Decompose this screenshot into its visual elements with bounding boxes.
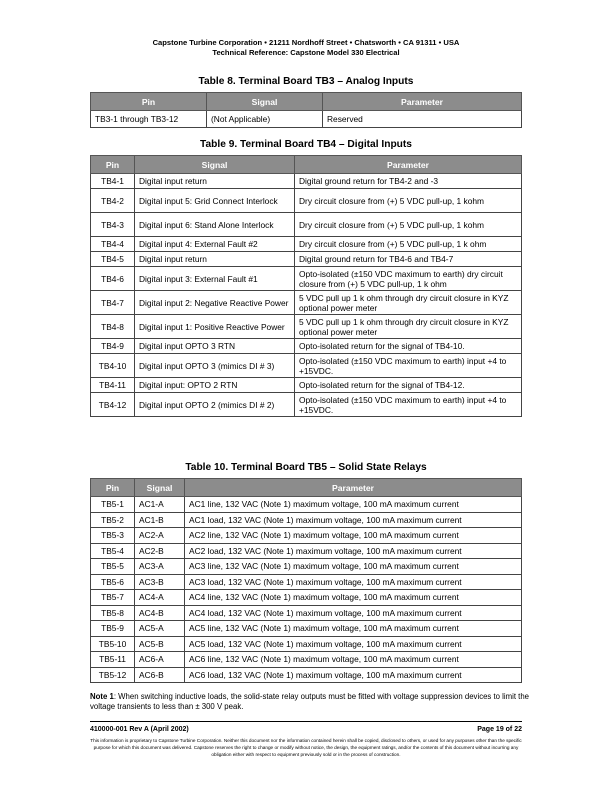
pin-cell: TB5-2	[91, 512, 135, 528]
table-row	[91, 237, 522, 252]
table-row	[91, 543, 522, 559]
parameter-cell: Dry circuit closure from (+) 5 VDC pull-up, 1 kohm	[295, 213, 522, 237]
parameter-cell: 5 VDC pull up 1 k ohm through dry circuit closure in KYZ optional power meter	[295, 315, 522, 339]
signal-cell: AC1-A	[135, 497, 185, 513]
signal-cell: Digital input 3: External Fault #1	[135, 267, 295, 291]
page-number: Page 19 of 22	[477, 726, 522, 733]
table-row	[91, 267, 522, 291]
pin-cell: TB4-7	[91, 291, 135, 315]
signal-cell: (Not Applicable)	[207, 111, 323, 128]
table-row	[91, 652, 522, 668]
parameter-cell: AC5 load, 132 VAC (Note 1) maximum voltage, 100 mA maximum current	[185, 636, 522, 652]
parameter-cell: AC2 load, 132 VAC (Note 1) maximum voltage, 100 mA maximum current	[185, 543, 522, 559]
parameter-cell: Opto-isolated return for the signal of TB4-12.	[295, 378, 522, 393]
signal-cell: Digital input 6: Stand Alone Interlock	[135, 213, 295, 237]
parameter-cell: AC1 line, 132 VAC (Note 1) maximum voltage, 100 mA maximum current	[185, 497, 522, 513]
table-row	[91, 339, 522, 354]
pin-cell: TB4-2	[91, 189, 135, 213]
pin-cell: TB5-11	[91, 652, 135, 668]
pin-cell: TB5-8	[91, 605, 135, 621]
table-row	[91, 497, 522, 513]
signal-cell: Digital input OPTO 3 (mimics DI # 3)	[135, 354, 295, 378]
parameter-cell: Reserved	[323, 111, 522, 128]
table-row	[91, 189, 522, 213]
parameter-cell: Digital ground return for TB4-6 and TB4-7	[295, 252, 522, 267]
table-row	[91, 393, 522, 417]
pin-cell: TB4-1	[91, 174, 135, 189]
table10-title: Table 10. Terminal Board TB5 – Solid State Relays	[185, 462, 427, 473]
parameter-cell: Digital ground return for TB4-2 and -3	[295, 174, 522, 189]
signal-cell: AC6-B	[135, 667, 185, 683]
signal-cell: AC2-B	[135, 543, 185, 559]
pin-cell: TB5-10	[91, 636, 135, 652]
table-row	[91, 512, 522, 528]
page-header	[0, 38, 612, 58]
signal-cell: AC4-A	[135, 590, 185, 606]
parameter-cell: Dry circuit closure from (+) 5 VDC pull-up, 1 kohm	[295, 189, 522, 213]
signal-cell: Digital input 2: Negative Reactive Power	[135, 291, 295, 315]
pin-cell: TB4-9	[91, 339, 135, 354]
table10-col-signal: Signal	[135, 479, 185, 497]
table-row	[91, 528, 522, 544]
parameter-cell: AC5 line, 132 VAC (Note 1) maximum voltage, 100 mA maximum current	[185, 621, 522, 637]
table-row	[91, 667, 522, 683]
pin-cell: TB5-1	[91, 497, 135, 513]
table-row	[91, 174, 522, 189]
signal-cell: Digital input OPTO 2 (mimics DI # 2)	[135, 393, 295, 417]
pin-cell: TB5-9	[91, 621, 135, 637]
table-row	[91, 378, 522, 393]
pin-cell: TB5-6	[91, 574, 135, 590]
table8-header-row	[91, 93, 522, 111]
pin-cell: TB5-4	[91, 543, 135, 559]
pin-cell: TB3-1 through TB3-12	[91, 111, 207, 128]
table-row	[91, 252, 522, 267]
table10-col-parameter: Parameter	[185, 479, 522, 497]
table-row	[91, 354, 522, 378]
signal-cell: AC2-A	[135, 528, 185, 544]
parameter-cell: AC3 load, 132 VAC (Note 1) maximum voltage, 100 mA maximum current	[185, 574, 522, 590]
table8-col-parameter: Parameter	[323, 93, 522, 111]
parameter-cell: AC4 load, 132 VAC (Note 1) maximum voltage, 100 mA maximum current	[185, 605, 522, 621]
table8	[90, 92, 522, 128]
pin-cell: TB4-6	[91, 267, 135, 291]
pin-cell: TB4-4	[91, 237, 135, 252]
table9-col-parameter: Parameter	[295, 156, 522, 174]
parameter-cell: Opto-isolated return for the signal of TB4-10.	[295, 339, 522, 354]
signal-cell: Digital input 1: Positive Reactive Power	[135, 315, 295, 339]
document-id: 410000-001 Rev A (April 2002)	[90, 726, 189, 733]
table-row	[91, 621, 522, 637]
parameter-cell: AC2 line, 132 VAC (Note 1) maximum voltage, 100 mA maximum current	[185, 528, 522, 544]
pin-cell: TB4-10	[91, 354, 135, 378]
table-row	[91, 291, 522, 315]
note-text: : When switching inductive loads, the solid-state relay outputs must be fitted with voltage suppression devices to limit the voltage transients to less than ± 300 V peak.	[90, 692, 530, 711]
pin-cell: TB4-12	[91, 393, 135, 417]
signal-cell: Digital input OPTO 3 RTN	[135, 339, 295, 354]
pin-cell: TB5-3	[91, 528, 135, 544]
table10-col-pin: Pin	[91, 479, 135, 497]
pin-cell: TB4-11	[91, 378, 135, 393]
signal-cell: AC4-B	[135, 605, 185, 621]
parameter-cell: AC4 line, 132 VAC (Note 1) maximum voltage, 100 mA maximum current	[185, 590, 522, 606]
table-row	[91, 574, 522, 590]
signal-cell: Digital input return	[135, 252, 295, 267]
table-row	[91, 559, 522, 575]
signal-cell: Digital input 5: Grid Connect Interlock	[135, 189, 295, 213]
table9-col-pin: Pin	[91, 156, 135, 174]
note-label: Note 1	[90, 692, 114, 701]
parameter-cell: 5 VDC pull up 1 k ohm through dry circuit closure in KYZ optional power meter	[295, 291, 522, 315]
pin-cell: TB5-7	[91, 590, 135, 606]
table-row	[91, 590, 522, 606]
parameter-cell: AC6 load, 132 VAC (Note 1) maximum voltage, 100 mA maximum current	[185, 667, 522, 683]
table-row	[91, 111, 522, 128]
table9-header-row	[91, 156, 522, 174]
signal-cell: Digital input: OPTO 2 RTN	[135, 378, 295, 393]
parameter-cell: AC3 line, 132 VAC (Note 1) maximum voltage, 100 mA maximum current	[185, 559, 522, 575]
parameter-cell: AC6 line, 132 VAC (Note 1) maximum voltage, 100 mA maximum current	[185, 652, 522, 668]
table8-title: Table 8. Terminal Board TB3 – Analog Inputs	[198, 76, 414, 87]
table8-col-pin: Pin	[91, 93, 207, 111]
signal-cell: AC3-A	[135, 559, 185, 575]
parameter-cell: Opto-isolated (±150 VDC maximum to earth) input +4 to +15VDC.	[295, 354, 522, 378]
company-address: Capstone Turbine Corporation • 21211 Nordhoff Street • Chatsworth • CA 91311 • USA	[152, 38, 460, 47]
table9	[90, 155, 522, 417]
table9-col-signal: Signal	[135, 156, 295, 174]
footer-divider	[90, 721, 522, 722]
table8-col-signal: Signal	[207, 93, 323, 111]
parameter-cell: AC1 load, 132 VAC (Note 1) maximum voltage, 100 mA maximum current	[185, 512, 522, 528]
pin-cell: TB5-5	[91, 559, 135, 575]
signal-cell: Digital input return	[135, 174, 295, 189]
pin-cell: TB5-12	[91, 667, 135, 683]
table-row	[91, 605, 522, 621]
table10-header-row	[91, 479, 522, 497]
pin-cell: TB4-8	[91, 315, 135, 339]
table-row	[91, 213, 522, 237]
signal-cell: AC5-B	[135, 636, 185, 652]
pin-cell: TB4-3	[91, 213, 135, 237]
proprietary-notice: This information is proprietary to Capstone Turbine Corporation. Neither this document nor the information contained herein shall be copied, disclosed to others, or used for any purposes other than the specific purpose for which this document was delivered. Capstone reserves the right to change or modify without notice, the design, the equipment ratings, and/or the contents of this document without incurring any obligation either with respect to equipment previously sold or in the process of construction.	[90, 738, 522, 757]
signal-cell: AC1-B	[135, 512, 185, 528]
parameter-cell: Dry circuit closure from (+) 5 VDC pull-up, 1 k ohm	[295, 237, 522, 252]
table-row	[91, 315, 522, 339]
parameter-cell: Opto-isolated (±150 VDC maximum to earth) input +4 to +15VDC.	[295, 393, 522, 417]
pin-cell: TB4-5	[91, 252, 135, 267]
signal-cell: AC6-A	[135, 652, 185, 668]
signal-cell: Digital input 4: External Fault #2	[135, 237, 295, 252]
table10	[90, 478, 522, 683]
table-row	[91, 636, 522, 652]
table9-title: Table 9. Terminal Board TB4 – Digital Inputs	[200, 139, 412, 150]
signal-cell: AC3-B	[135, 574, 185, 590]
relay-note	[90, 692, 530, 712]
signal-cell: AC5-A	[135, 621, 185, 637]
parameter-cell: Opto-isolated (±150 VDC maximum to earth) dry circuit closure from (+) 5 VDC pull-up, 1 k ohm	[295, 267, 522, 291]
document-reference: Technical Reference: Capstone Model 330 Electrical	[212, 48, 400, 57]
